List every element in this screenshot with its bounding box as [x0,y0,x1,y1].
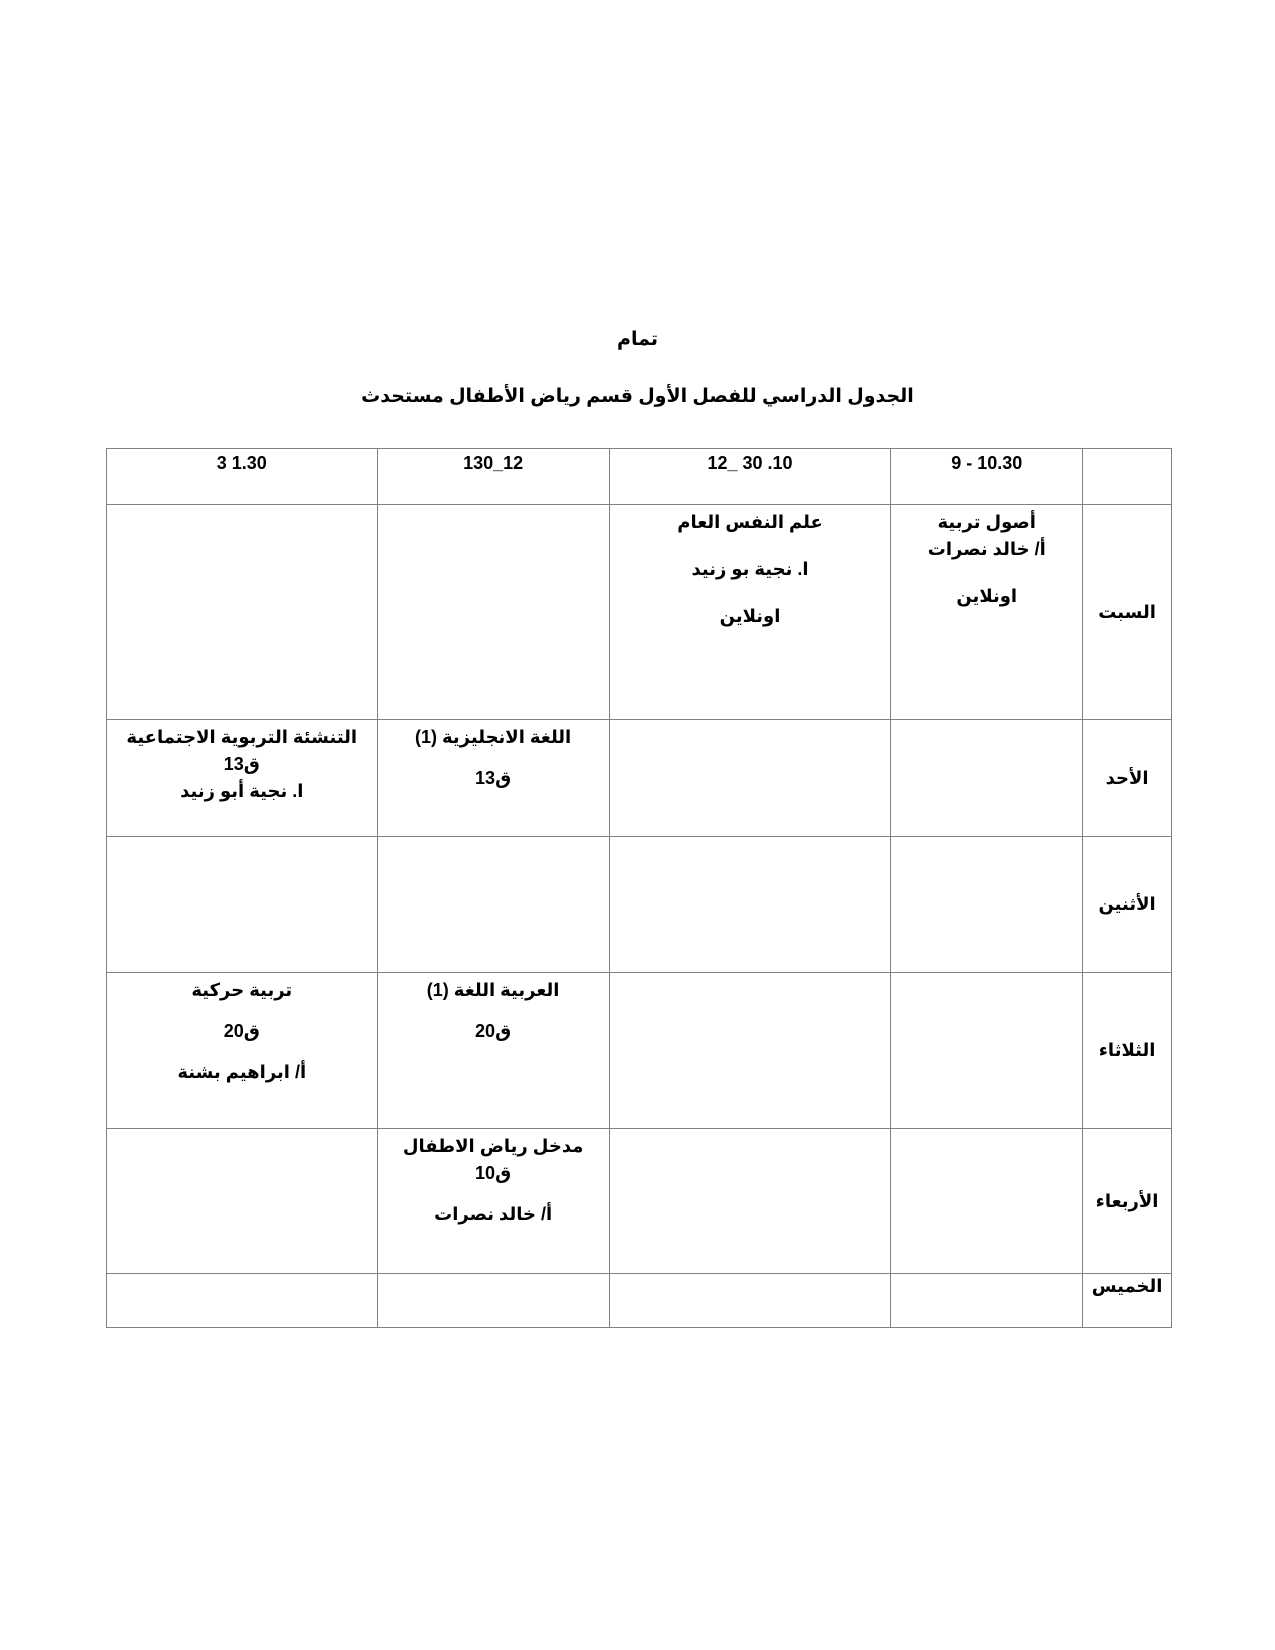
schedule-cell [891,505,1083,720]
teacher-name: ا. نجية بو زنيد [691,559,809,579]
schedule-cell [891,1129,1083,1274]
schedule-cell [377,837,609,973]
time-header-12-1-30: 130_12 [377,449,609,505]
room-number: ق10 [475,1163,512,1183]
day-label-wednesday: الأربعاء [1083,1129,1172,1274]
day-label-thursday: الخميس [1083,1274,1172,1328]
schedule-cell [377,720,609,837]
day-row-sunday [107,720,1172,837]
schedule-cell [609,505,891,720]
schedule-cell [107,837,378,973]
day-row-monday [107,837,1172,973]
course-name: علم النفس العام [677,512,823,532]
schedule-cell [107,973,378,1129]
course-name: التنشئة التربوية الاجتماعية [126,727,358,747]
schedule-cell [377,505,609,720]
teacher-name: أ/ ابراهيم بشنة [177,1062,307,1082]
room-number: ق20 [223,1021,260,1041]
day-row-tuesday [107,973,1172,1129]
day-label-tuesday: الثلاثاء [1083,973,1172,1129]
teacher-name: ا. نجية أبو زنيد [180,781,304,801]
location: اونلاين [956,586,1018,606]
time-header-1-30-3: 3 1.30 [107,449,378,505]
course-name: اللغة الانجليزية (1) [414,727,572,747]
schedule-cell [107,505,378,720]
schedule-cell [377,1274,609,1328]
schedule-cell [107,1129,378,1274]
course-name: مدخل رياض الاطفال [402,1136,584,1156]
time-header-row [107,449,1172,505]
schedule-cell [609,1129,891,1274]
day-label-saturday: السبت [1083,505,1172,720]
schedule-cell [609,1274,891,1328]
course-name: تربية حركية [191,980,293,1000]
schedule-cell [377,1129,609,1274]
room-number: ق13 [223,754,260,774]
schedule-cell [891,720,1083,837]
corner-cell [1083,449,1172,505]
schedule-cell [891,1274,1083,1328]
schedule-title: الجدول الدراسي للفصل الأول قسم رياض الأطفال مستحدث [361,386,914,407]
course-name: أصول تربية [937,512,1036,532]
schedule-cell [609,837,891,973]
room-number: ق13 [475,768,512,788]
page-title: تمام [617,329,658,350]
schedule-cell [377,973,609,1129]
schedule-cell [107,1274,378,1328]
day-label-monday: الأثنين [1083,837,1172,973]
teacher-name: أ/ خالد نصرات [927,539,1046,559]
day-label-sunday: الأحد [1083,720,1172,837]
schedule-cell [609,720,891,837]
day-row-wednesday [107,1129,1172,1274]
schedule-table [106,448,1172,1328]
schedule-cell [891,973,1083,1129]
day-row-saturday [107,505,1172,720]
location: اونلاين [719,606,781,626]
time-header-10-30-12: 12_ 30 .10 [609,449,891,505]
time-header-9-10-30: 9 - 10.30 [891,449,1083,505]
teacher-name: أ/ خالد نصرات [434,1204,553,1224]
day-row-thursday [107,1274,1172,1328]
room-number: ق20 [475,1021,512,1041]
schedule-cell [891,837,1083,973]
course-name: العربية اللغة (1) [426,980,560,1000]
schedule-cell [107,720,378,837]
schedule-cell [609,973,891,1129]
